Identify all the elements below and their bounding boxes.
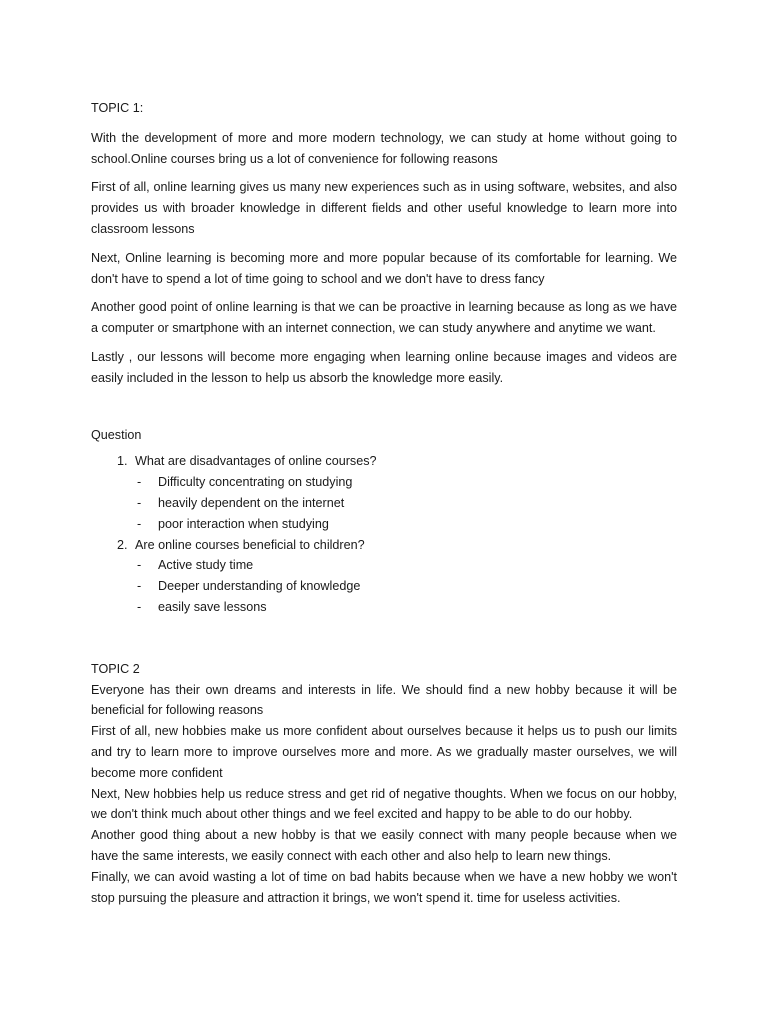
question-number: 2. (117, 537, 128, 552)
answer-item (137, 576, 677, 597)
topic2-heading: TOPIC 2 (91, 661, 140, 676)
answer-item (137, 493, 677, 514)
topic2-paragraph: First of all, new hobbies make us more confident about ourselves because it helps us to push our limits and try to learn more to improve ourselves more and more. As we gradually master ourselves, we will become more confident (91, 724, 677, 780)
topic1-paragraph: Another good point of online learning is that we can be proactive in learning because as long as we have a computer or smartphone with an internet connection, we can study anywhere and anytime we want. (91, 300, 677, 336)
answer-list (135, 555, 677, 617)
answer-text: Active study time (158, 558, 254, 573)
topic2-paragraph: Everyone has their own dreams and interests in life. We should find a new hobby because it will be beneficial for following reasons (91, 682, 677, 718)
question-text: Are online courses beneficial to children? (135, 537, 365, 552)
topic2-paragraph: Finally, we can avoid wasting a lot of time on bad habits because when we have a new hobby we won't stop pursuing the pleasure and attraction it brings, we won't spend it. time for useless activities. (91, 869, 677, 905)
question-text: What are disadvantages of online courses? (135, 454, 377, 469)
dash-bullet: - (137, 558, 142, 573)
answer-item (137, 555, 677, 576)
answer-list (135, 472, 677, 534)
dash-bullet: - (137, 516, 142, 531)
question-item (117, 535, 677, 618)
topic1-paragraph: Next, Online learning is becoming more and more popular because of its comfortable for learning. We don't have to spend a lot of time going to school and we don't have to dress fancy (91, 250, 677, 286)
answer-text: easily save lessons (158, 599, 267, 614)
question-heading: Question (91, 427, 142, 442)
topic1-paragraph: Lastly , our lessons will become more engaging when learning online because images and videos are easily included in the lesson to help us absorb the knowledge more easily. (91, 349, 677, 385)
topic1-paragraph: With the development of more and more modern technology, we can study at home without going to school.Online courses bring us a lot of convenience for following reasons (91, 130, 677, 166)
answer-text: poor interaction when studying (158, 516, 329, 531)
document-page (91, 98, 677, 908)
answer-item (137, 472, 677, 493)
dash-bullet: - (137, 475, 142, 490)
dash-bullet: - (137, 579, 142, 594)
question-item (117, 451, 677, 534)
answer-text: Deeper understanding of knowledge (158, 579, 361, 594)
question-list (91, 451, 677, 617)
answer-text: heavily dependent on the internet (158, 495, 345, 510)
topic2-paragraph: Next, New hobbies help us reduce stress and get rid of negative thoughts. When we focus on our hobby, we don't think much about other things and we feel excited and happy to be able to do our hobby. (91, 786, 677, 822)
question-number: 1. (117, 454, 128, 469)
topic2-paragraph: Another good thing about a new hobby is that we easily connect with many people because when we have the same interests, we easily connect with each other and also help to learn new things. (91, 828, 677, 863)
dash-bullet: - (137, 495, 142, 510)
answer-item (137, 514, 677, 535)
topic1-paragraph: First of all, online learning gives us many new experiences such as in using software, websites, and also provides us with broader knowledge in different fields and other useful knowledge to learn more into classroom lessons (91, 180, 677, 236)
answer-text: Difficulty concentrating on studying (158, 475, 353, 490)
dash-bullet: - (137, 599, 142, 614)
topic1-heading: TOPIC 1: (91, 101, 144, 115)
answer-item (137, 597, 677, 618)
